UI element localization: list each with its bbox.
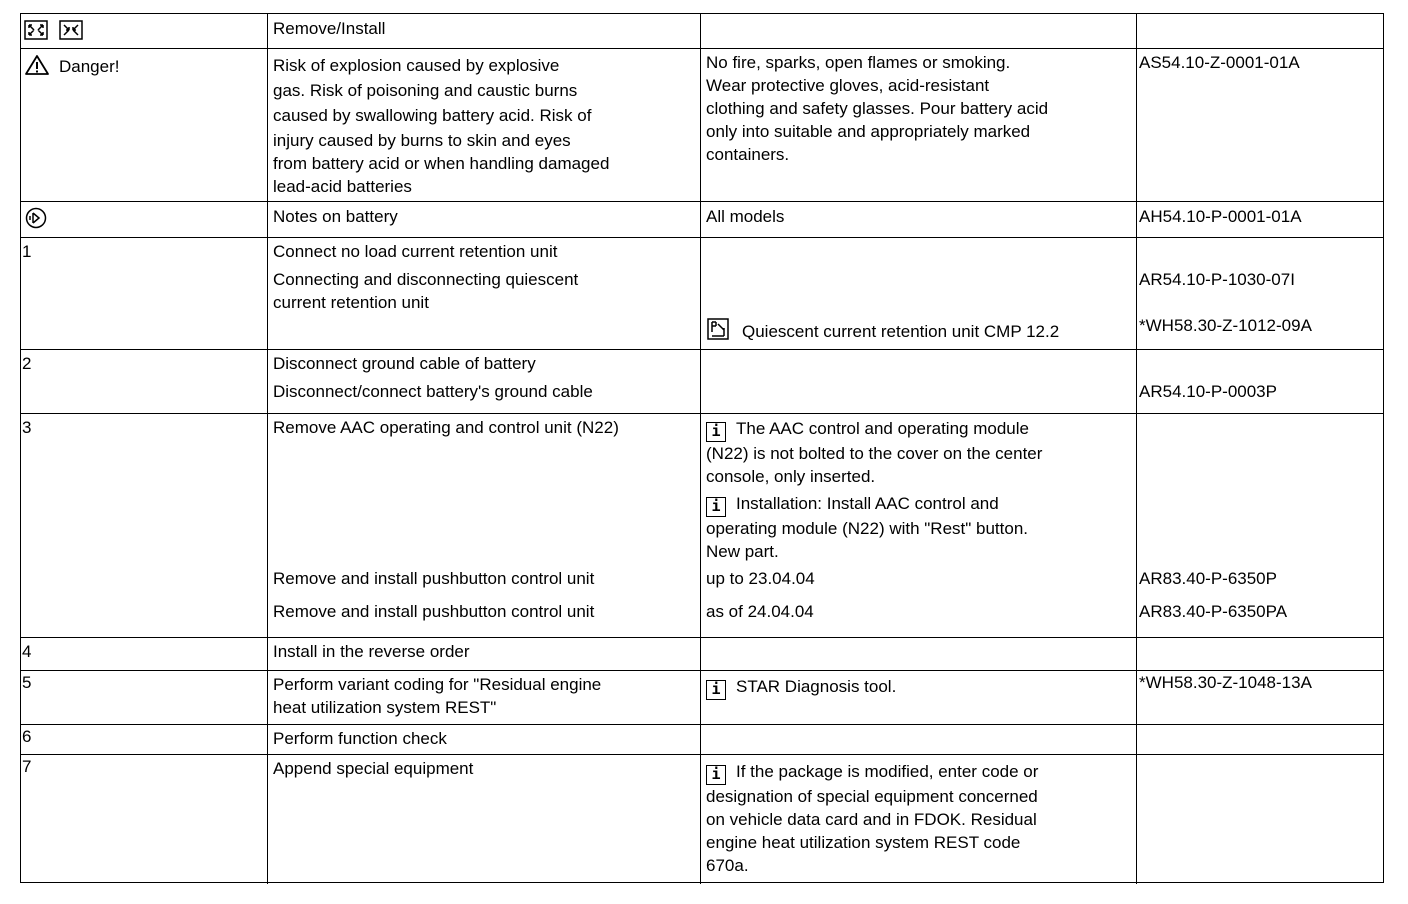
hazard-line: Risk of explosion caused by explosive — [273, 56, 560, 75]
note-line: (N22) is not bolted to the cover on the center — [706, 444, 1043, 463]
tool-text: Quiescent current retention unit CMP 12.2 — [742, 322, 1060, 341]
step-row-7 — [21, 754, 1383, 884]
note-line: designation of special equipment concerned — [706, 787, 1038, 806]
subtask-ref[interactable]: AR54.10-P-1030-07I — [1139, 270, 1295, 289]
notes-models: All models — [706, 207, 785, 226]
hazard-line: gas. Risk of poisoning and caustic burns — [273, 81, 578, 100]
note-line: operating module (N22) with "Rest" button. — [706, 519, 1029, 538]
subtask-line: current retention unit — [273, 293, 429, 312]
measure-line: No fire, sparks, open flames or smoking. — [706, 53, 1011, 72]
title-line: Perform variant coding for "Residual engine — [273, 675, 602, 694]
measure-line: only into suitable and appropriately marked — [706, 122, 1031, 141]
note-line: The AAC control and operating module — [736, 419, 1029, 438]
danger-row — [21, 48, 1383, 201]
note-line: console, only inserted. — [706, 467, 876, 486]
info-note — [706, 417, 1042, 488]
info-icon: i — [706, 765, 726, 785]
install-icon — [59, 17, 83, 40]
tool-ref[interactable]: *WH58.30-Z-1048-13A — [1139, 673, 1312, 692]
hazard-text — [273, 54, 609, 198]
info-icon: i — [706, 680, 726, 700]
step-title: Disconnect ground cable of battery — [273, 354, 536, 373]
step-subtask — [273, 268, 578, 314]
subtask-ref[interactable]: AR83.40-P-6350P — [1139, 569, 1277, 588]
note-line: Installation: Install AAC control and — [736, 494, 999, 513]
info-note — [706, 675, 896, 700]
note-line: on vehicle data card and in FDOK. Residual — [706, 810, 1037, 829]
hazard-line: lead-acid batteries — [273, 177, 412, 196]
note-line: If the package is modified, enter code or — [736, 762, 1039, 781]
measure-line: Wear protective gloves, acid-resistant — [706, 76, 990, 95]
info-note — [706, 760, 1038, 877]
notes-text: Notes on battery — [273, 207, 398, 226]
step-number: 5 — [22, 673, 32, 692]
step-title: Perform function check — [273, 729, 447, 748]
subtask-condition: up to 23.04.04 — [706, 569, 815, 588]
step-subtask: Remove and install pushbutton control unit — [273, 569, 595, 588]
step-title — [273, 673, 601, 719]
hazard-line: from battery acid or when handling damaged — [273, 154, 610, 173]
step-number: 3 — [22, 418, 32, 437]
subtask-ref[interactable]: AR83.40-P-6350PA — [1139, 602, 1288, 621]
info-note — [706, 492, 1028, 563]
note-line: STAR Diagnosis tool. — [736, 677, 897, 696]
step-subtask: Disconnect/connect battery's ground cable — [273, 382, 593, 401]
info-icon: i — [706, 422, 726, 442]
warning-triangle-icon — [24, 52, 50, 76]
hazard-line: injury caused by burns to skin and eyes — [273, 131, 571, 150]
step-row-1 — [21, 237, 1383, 349]
measure-line: containers. — [706, 145, 790, 164]
title-line: heat utilization system REST" — [273, 698, 497, 717]
page-title: Remove/Install — [273, 19, 386, 38]
hazard-line: caused by swallowing battery acid. Risk of — [273, 106, 592, 125]
measure-line: clothing and safety glasses. Pour battery acid — [706, 99, 1049, 118]
note-line: engine heat utilization system REST code — [706, 833, 1021, 852]
step-number: 2 — [22, 354, 32, 373]
danger-label: Danger! — [59, 57, 120, 76]
step-number: 1 — [22, 242, 32, 261]
note-line: 670a. — [706, 856, 749, 875]
remove-icon — [24, 17, 48, 40]
step-row-4 — [21, 637, 1383, 670]
tool-icon — [707, 316, 729, 340]
subtask-line: Connecting and disconnecting quiescent — [273, 270, 579, 289]
step-title: Remove AAC operating and control unit (N22) — [273, 418, 619, 437]
notes-ref[interactable]: AH54.10-P-0001-01A — [1139, 207, 1302, 226]
step-row-2 — [21, 349, 1383, 413]
procedure-table — [20, 13, 1384, 883]
step-number: 6 — [22, 727, 32, 746]
step-row-3 — [21, 413, 1383, 637]
tool-ref[interactable]: *WH58.30-Z-1012-09A — [1139, 316, 1312, 335]
notes-pointer-icon — [24, 205, 48, 229]
note-line: New part. — [706, 542, 779, 561]
notes-row — [21, 201, 1383, 237]
subtask-ref[interactable]: AR54.10-P-0003P — [1139, 382, 1277, 401]
protective-measures — [706, 51, 1048, 166]
step-title: Connect no load current retention unit — [273, 242, 558, 261]
step-row-5 — [21, 670, 1383, 724]
info-icon: i — [706, 497, 726, 517]
subtask-condition: as of 24.04.04 — [706, 602, 814, 621]
step-row-6 — [21, 724, 1383, 754]
step-title: Install in the reverse order — [273, 642, 470, 661]
step-number: 7 — [22, 757, 32, 776]
header-row — [21, 14, 1383, 48]
danger-ref[interactable]: AS54.10-Z-0001-01A — [1139, 53, 1300, 72]
step-subtask: Remove and install pushbutton control unit — [273, 602, 595, 621]
step-number: 4 — [22, 642, 32, 661]
step-title: Append special equipment — [273, 759, 474, 778]
